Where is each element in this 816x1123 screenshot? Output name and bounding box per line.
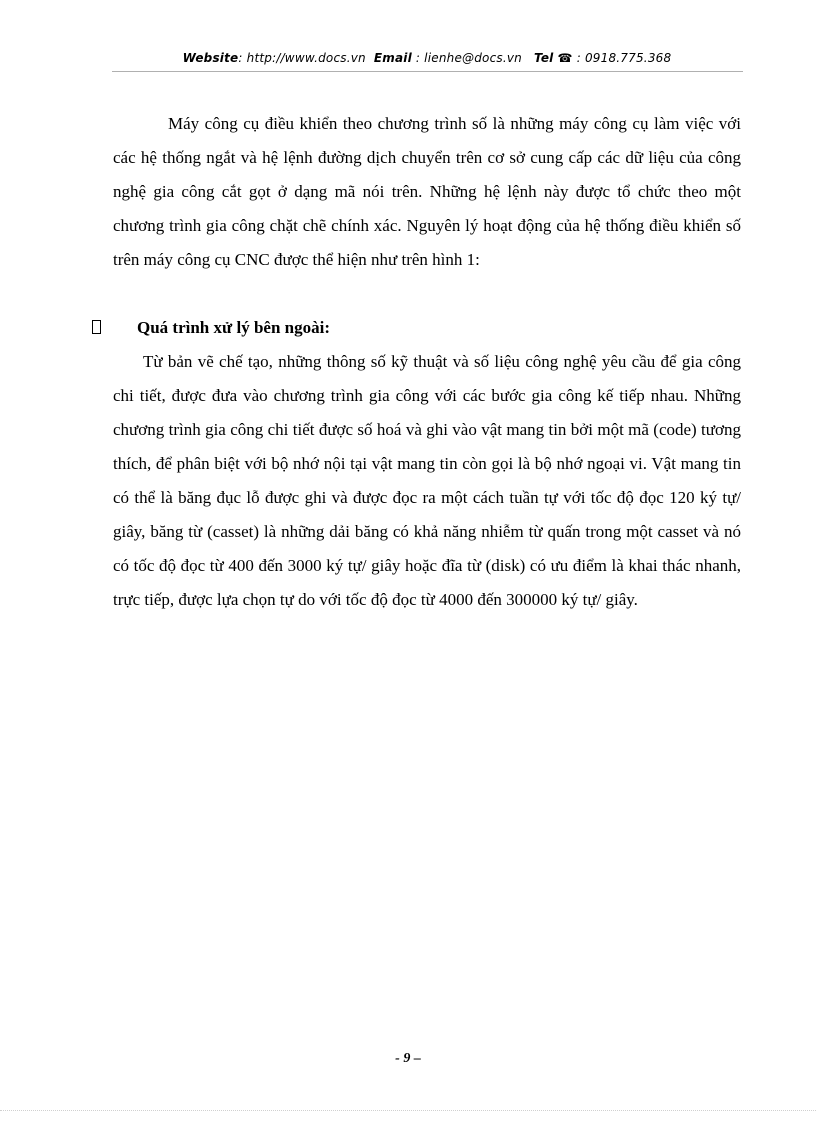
page-number: - 9 –: [395, 1051, 421, 1066]
phone-icon: ☎: [557, 51, 573, 65]
email-value: : lienhe@docs.vn: [411, 51, 522, 65]
footer-divider: [0, 1110, 816, 1111]
header-divider: [112, 71, 743, 72]
email-label: Email: [373, 51, 412, 65]
website-label: Website: [182, 51, 239, 65]
tel-value: : 0918.775.368: [576, 51, 672, 65]
square-bullet-icon: [92, 320, 101, 334]
section-paragraph: Từ bản vẽ chế tạo, những thông số kỹ thuật và số liệu công nghệ yêu cầu để gia công chi tiết, được đưa vào chương trình gia công với các bước gia công kế tiếp nhau. Những chương trình gia công chi tiết được số hoá và ghi vào vật mang tin bởi một mã (code) tương thích, để phân biệt với bộ nhớ nội tại vật mang tin còn gọi là bộ nhớ ngoại vi. Vật mang tin có thể là băng đục lỗ được ghi và được đọc ra một cách tuần tự với tốc độ đọc 120 ký tự/ giây, băng từ (casset) là những dải băng có khả năng nhiễm từ quấn trong một casset và nó có tốc độ đọc từ 400 đến 3000 ký tự/ giây hoặc đĩa từ (disk) có ưu điểm là khai thác nhanh, trực tiếp, được lựa chọn tự do với tốc độ đọc từ 4000 đến 300000 ký tự/ giây.: [113, 352, 741, 609]
page-header: [112, 51, 742, 65]
section-heading: [90, 316, 750, 340]
tel-label: Tel: [534, 51, 554, 65]
website-value: : http://www.docs.vn: [238, 51, 366, 65]
intro-paragraph: Máy công cụ điều khiển theo chương trình số là những máy công cụ làm việc với các hệ thống ngắt và hệ lệnh đường dịch chuyển trên cơ sở cung cấp các dữ liệu của công nghệ gia công cắt gọt ở dạng mã nói trên. Những hệ lệnh này được tổ chức theo một chương trình gia công chặt chẽ chính xác. Nguyên lý hoạt động của hệ thống điều khiển số trên máy công cụ CNC được thể hiện như trên hình 1:: [113, 114, 741, 269]
section-title: Quá trình xử lý bên ngoài:: [137, 318, 330, 337]
